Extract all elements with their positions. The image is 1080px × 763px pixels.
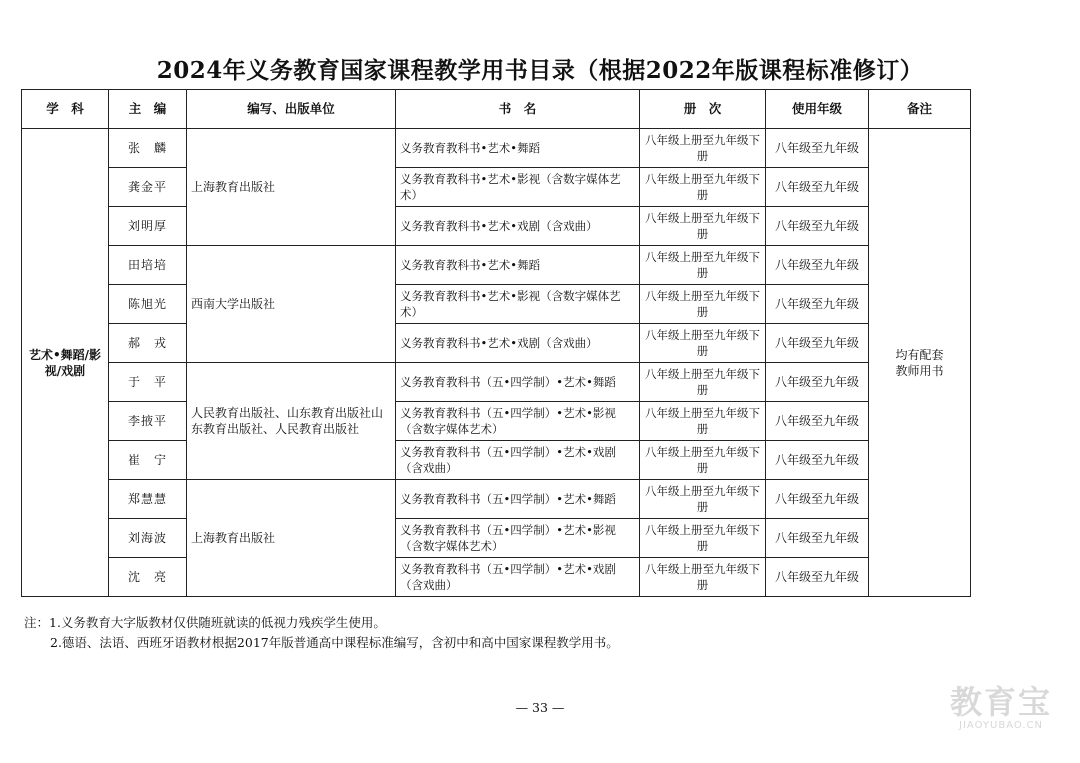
volume-cell: 八年级上册至九年级下册	[640, 129, 766, 168]
editor-cell: 陈旭光	[109, 285, 187, 324]
header-subject: 学 科	[22, 90, 109, 129]
book-cell: 义务教育教科书（五•四学制）•艺术•舞蹈	[396, 480, 640, 519]
table-row	[22, 168, 971, 207]
book-cell: 义务教育教科书•艺术•影视（含数字媒体艺术）	[396, 168, 640, 207]
publisher-cell: 上海教育出版社	[187, 480, 396, 597]
editor-cell: 沈 亮	[109, 558, 187, 597]
table-row	[22, 402, 971, 441]
grade-cell: 八年级至九年级	[766, 324, 869, 363]
publisher-cell: 西南大学出版社	[187, 246, 396, 363]
page-number: — 33 —	[515, 700, 565, 715]
watermark-domain: JIAOYUBAO.CN	[959, 720, 1043, 731]
footnote-1: 注：1.义务教育大字版教材仅供随班就读的低视力残疾学生使用。	[24, 615, 386, 630]
volume-cell: 八年级上册至九年级下册	[640, 363, 766, 402]
footnote-2: 2.德语、法语、西班牙语教材根据2017年版普通高中课程标准编写，含初中和高中国家课程教学用书。	[50, 635, 619, 650]
book-cell: 义务教育教科书•艺术•舞蹈	[396, 129, 640, 168]
grade-cell: 八年级至九年级	[766, 207, 869, 246]
publisher-cell: 人民教育出版社、山东教育出版社山东教育出版社、人民教育出版社	[187, 363, 396, 480]
grade-cell: 八年级至九年级	[766, 558, 869, 597]
editor-cell: 田培培	[109, 246, 187, 285]
book-cell: 义务教育教科书•艺术•戏剧（含戏曲）	[396, 324, 640, 363]
volume-cell: 八年级上册至九年级下册	[640, 519, 766, 558]
grade-cell: 八年级至九年级	[766, 246, 869, 285]
header-grade: 使用年级	[766, 90, 869, 129]
table-row	[22, 246, 971, 285]
editor-cell: 李掖平	[109, 402, 187, 441]
table-row	[22, 285, 971, 324]
grade-cell: 八年级至九年级	[766, 480, 869, 519]
editor-cell: 刘海波	[109, 519, 187, 558]
header-publisher: 编写、出版单位	[187, 90, 396, 129]
volume-cell: 八年级上册至九年级下册	[640, 480, 766, 519]
publisher-cell: 上海教育出版社	[187, 129, 396, 246]
editor-cell: 于 平	[109, 363, 187, 402]
header-volume: 册 次	[640, 90, 766, 129]
grade-cell: 八年级至九年级	[766, 129, 869, 168]
subject-cell: 艺术•舞蹈/影视/戏剧	[22, 129, 109, 597]
table-header-row	[22, 90, 971, 129]
volume-cell: 八年级上册至九年级下册	[640, 207, 766, 246]
book-cell: 义务教育教科书•艺术•舞蹈	[396, 246, 640, 285]
book-cell: 义务教育教科书（五•四学制）•艺术•影视（含数字媒体艺术）	[396, 519, 640, 558]
table-row	[22, 558, 971, 597]
table-row	[22, 129, 971, 168]
table-row	[22, 480, 971, 519]
editor-cell: 崔 宁	[109, 441, 187, 480]
watermark-chinese: 教育宝	[949, 683, 1052, 721]
book-cell: 义务教育教科书•艺术•戏剧（含戏曲）	[396, 207, 640, 246]
book-cell: 义务教育教科书（五•四学制）•艺术•戏剧（含戏曲）	[396, 558, 640, 597]
editor-cell: 张 麟	[109, 129, 187, 168]
table-row	[22, 324, 971, 363]
book-cell: 义务教育教科书（五•四学制）•艺术•舞蹈	[396, 363, 640, 402]
table-row	[22, 207, 971, 246]
book-cell: 义务教育教科书•艺术•影视（含数字媒体艺术）	[396, 285, 640, 324]
table-row	[22, 519, 971, 558]
table-row	[22, 363, 971, 402]
editor-cell: 郝 戎	[109, 324, 187, 363]
volume-cell: 八年级上册至九年级下册	[640, 285, 766, 324]
note-cell: 均有配套教师用书	[869, 129, 971, 597]
grade-cell: 八年级至九年级	[766, 285, 869, 324]
book-cell: 义务教育教科书（五•四学制）•艺术•影视（含数字媒体艺术）	[396, 402, 640, 441]
textbook-catalog-table	[21, 89, 971, 597]
volume-cell: 八年级上册至九年级下册	[640, 558, 766, 597]
watermark-logo	[936, 684, 1066, 732]
volume-cell: 八年级上册至九年级下册	[640, 441, 766, 480]
header-book: 书 名	[396, 90, 640, 129]
volume-cell: 八年级上册至九年级下册	[640, 168, 766, 207]
grade-cell: 八年级至九年级	[766, 402, 869, 441]
editor-cell: 龚金平	[109, 168, 187, 207]
header-editor: 主 编	[109, 90, 187, 129]
grade-cell: 八年级至九年级	[766, 441, 869, 480]
header-note: 备注	[869, 90, 971, 129]
editor-cell: 郑慧慧	[109, 480, 187, 519]
volume-cell: 八年级上册至九年级下册	[640, 324, 766, 363]
volume-cell: 八年级上册至九年级下册	[640, 246, 766, 285]
editor-cell: 刘明厚	[109, 207, 187, 246]
book-cell: 义务教育教科书（五•四学制）•艺术•戏剧（含戏曲）	[396, 441, 640, 480]
grade-cell: 八年级至九年级	[766, 519, 869, 558]
footnotes	[24, 613, 619, 653]
volume-cell: 八年级上册至九年级下册	[640, 402, 766, 441]
table-row	[22, 441, 971, 480]
grade-cell: 八年级至九年级	[766, 363, 869, 402]
document-title: 2024年义务教育国家课程教学用书目录（根据2022年版课程标准修订）	[156, 57, 924, 84]
grade-cell: 八年级至九年级	[766, 168, 869, 207]
